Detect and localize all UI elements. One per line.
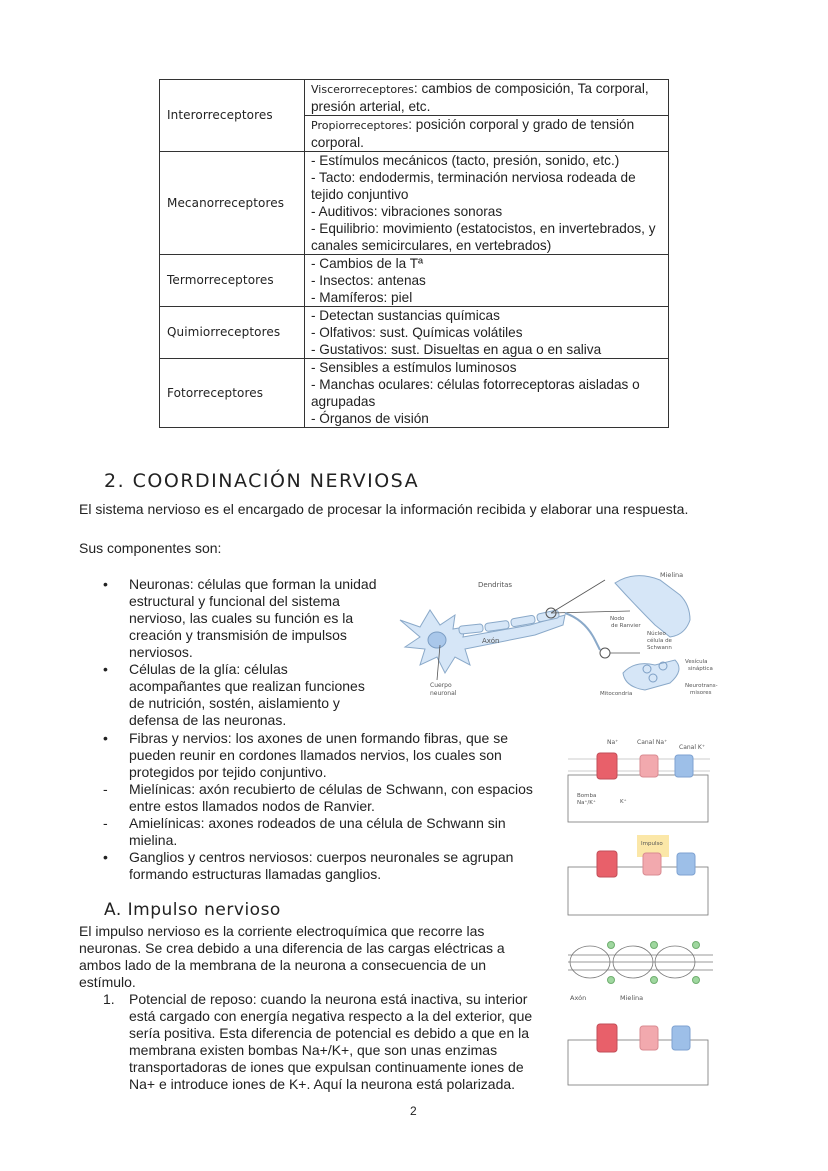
receptor-description: [305, 255, 669, 307]
membrane-rest-diagram: [565, 735, 715, 825]
label-node-2: de Ranvier: [611, 623, 641, 629]
label-axon: Axón: [570, 994, 587, 1002]
na-channel-open: [643, 853, 661, 875]
components-list: [96, 576, 381, 729]
description-line: - Mamíferos: piel: [311, 290, 413, 305]
label-node-1: Nodo: [610, 616, 625, 622]
list-item-text: Mielínicas: axón recubierto de células de Schwann, con espacios entre estos llamados nodos de Ranvier.: [129, 781, 533, 814]
label-schwann-2: célula de: [647, 638, 672, 644]
list-item: [96, 991, 546, 1093]
subsection-intro: El impulso nervioso es la corriente electroquímica que recorre las neuronas. Se crea debido a una diferencia de las cargas eléctricas a ambos lado de la membrana de la neurona a consecuencia de un estímulo.: [79, 923, 505, 990]
list-item: [96, 661, 381, 729]
list-item: [96, 730, 546, 781]
bullet-marker: •: [103, 849, 108, 865]
table-row: [160, 359, 669, 428]
label-pump-2: Na⁺/K⁺: [577, 800, 596, 806]
table-row: [160, 255, 669, 307]
na-channel: [640, 755, 658, 777]
list-item: [96, 849, 546, 883]
receptor-description: [305, 152, 669, 255]
list-item-text: Neuronas: células que forman la unidad estructural y funcional del sistema nervioso, las cuales su función es la creación y transmisión de impulsos nerviosos.: [129, 576, 377, 660]
receptor-description: [305, 80, 669, 116]
list-item: [96, 781, 546, 815]
label-myelin: Mielina: [620, 994, 644, 1002]
na-channel: [640, 1026, 658, 1050]
subsection-title: A. Impulso nervioso: [104, 900, 281, 920]
receptor-subtype-text: : cambios de composición, Ta corporal, presión arterial, etc.: [311, 81, 649, 114]
na-k-pump: [597, 1024, 617, 1052]
label-k: K⁺: [620, 799, 627, 805]
receptor-type: Termorreceptores: [160, 255, 305, 307]
bullet-marker: •: [103, 730, 108, 746]
list-item: [96, 576, 381, 661]
k-channel: [672, 1026, 690, 1050]
label-schwann-3: Schwann: [647, 645, 672, 651]
receptor-subtype: Viscerorreceptores: [311, 83, 414, 96]
receptor-type: Mecanorreceptores: [160, 152, 305, 255]
section-title: 2. COORDINACIÓN NERVIOSA: [104, 470, 420, 492]
description-line: - Órganos de visión: [311, 411, 429, 426]
label-pump-1: Bomba: [577, 793, 597, 799]
table-row: [160, 152, 669, 255]
receptor-type: Quimiorreceptores: [160, 307, 305, 359]
label-schwann-1: Núcleo: [647, 631, 666, 637]
components-label: Sus componentes son:: [79, 540, 222, 556]
list-item-text: Células de la glía: células acompañantes que realizan funciones de nutrición, sostén, aislamiento y defensa de las neuronas.: [129, 661, 365, 728]
label-na: Na⁺: [607, 739, 619, 746]
label-cell-body-1: Cuerpo: [430, 682, 452, 689]
description-line: - Cambios de la Tª: [311, 256, 424, 271]
table-row: [160, 80, 669, 116]
na-k-pump: [597, 753, 617, 779]
receptor-description: [305, 359, 669, 428]
label-vesicle-1: Vesícula: [685, 659, 708, 665]
description-line: - Manchas oculares: células fotorreceptoras aisladas o agrupadas: [311, 377, 640, 409]
label-na-channel: Canal Na⁺: [637, 739, 668, 746]
description-line: - Estímulos mecánicos (tacto, presión, sonido, etc.): [311, 153, 620, 168]
list-item-text: Potencial de reposo: cuando la neurona está inactiva, su interior está cargado con energía negativa respecto a la del exterior, que sería positiva. Esta diferencia de potencial es debido a que en la membrana existen bombas Na+/K+, que son unas enzimas transportadoras de iones que expulsan continuamente iones de Na+ e introduce iones de K+. Aquí la neurona está polarizada.: [129, 991, 533, 1092]
page-number: 2: [410, 1104, 417, 1118]
components-list-continued: [96, 730, 546, 883]
neuron-diagram: [385, 565, 765, 705]
membrane-repolarization-diagram: [565, 1012, 715, 1087]
description-line: - Auditivos: vibraciones sonoras: [311, 204, 503, 219]
label-k-channel: Canal K⁺: [679, 744, 706, 751]
description-line: - Insectos: antenas: [311, 273, 426, 288]
description-line: - Detectan sustancias químicas: [311, 308, 500, 323]
receptor-subtype: Propiorreceptores: [311, 119, 409, 132]
dash-marker: -: [103, 815, 108, 831]
label-axon: Axón: [482, 637, 500, 645]
table-row: [160, 307, 669, 359]
description-line: - Gustativos: sust. Disueltas en agua o en saliva: [311, 342, 602, 357]
description-line: - Equilibrio: movimiento (estatocistos, en invertebrados, y canales semicirculares, en vertebrados): [311, 221, 656, 253]
bullet-marker: •: [103, 661, 108, 677]
label-cell-body-2: neuronal: [430, 690, 457, 697]
description-line: - Tacto: endodermis, terminación nerviosa rodeada de tejido conjuntivo: [311, 170, 636, 202]
receptor-description: [305, 307, 669, 359]
impulse-steps-list: [96, 991, 546, 1093]
number-marker: 1.: [103, 991, 115, 1007]
membrane-impulse-diagram: [565, 835, 715, 917]
label-neurotransmitters-2: misores: [690, 690, 712, 696]
dash-marker: -: [103, 781, 108, 797]
k-channel: [675, 755, 693, 777]
list-item-text: Ganglios y centros nerviosos: cuerpos neuronales se agrupan formando estructuras llamadas ganglios.: [129, 849, 514, 882]
label-neurotransmitters-1: Neurotrans-: [685, 683, 718, 689]
label-vesicle-2: sináptica: [688, 666, 713, 672]
description-line: - Sensibles a estímulos luminosos: [311, 360, 517, 375]
list-item: [96, 815, 546, 849]
receptor-type: Interorreceptores: [160, 80, 305, 152]
label-myelin: Mielina: [660, 571, 684, 579]
label-mitochondria: Mitocondria: [600, 691, 633, 697]
description-line: - Olfativos: sust. Químicas volátiles: [311, 325, 523, 340]
label-dendrites: Dendritas: [478, 581, 513, 589]
receptor-subtype-text: : posición corporal y grado de tensión corporal.: [311, 117, 635, 150]
section-intro: El sistema nervioso es el encargado de procesar la información recibida y elaborar una respuesta.: [79, 501, 689, 517]
na-k-pump: [597, 851, 617, 877]
receptor-table: [159, 79, 669, 428]
receptor-description: [305, 116, 669, 152]
k-channel: [677, 853, 695, 875]
list-item-text: Amielínicas: axones rodeados de una célula de Schwann sin mielina.: [129, 815, 506, 848]
receptor-type: Fotorreceptores: [160, 359, 305, 428]
saltatory-conduction-diagram: [565, 930, 715, 1005]
bullet-marker: •: [103, 576, 108, 592]
label-impulse: Impulso: [641, 841, 663, 847]
list-item-text: Fibras y nervios: los axones de unen formando fibras, que se pueden reunir en cordones llamados nervios, los cuales son protegidos por tejido conjuntivo.: [129, 730, 508, 780]
